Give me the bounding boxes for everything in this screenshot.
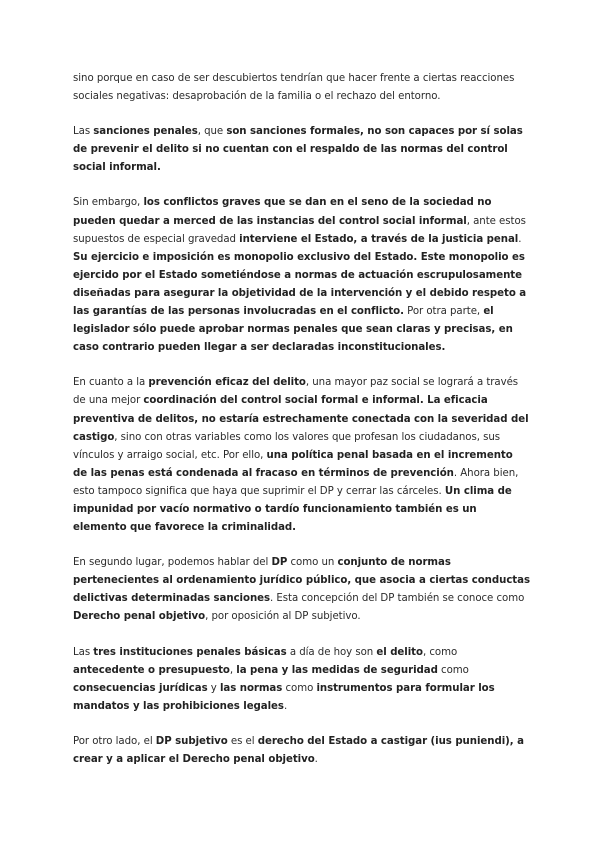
body-text: a día de hoy son <box>286 646 377 658</box>
emphasized-text: Un clima de impunidad por vacío normativo o tardío funcionamiento también es un elemento que favorece la criminalidad. <box>73 485 512 534</box>
body-text: . <box>518 233 522 245</box>
emphasized-text: sanciones penales <box>93 126 198 138</box>
emphasized-text: instrumentos para formular los mandatos y las prohibiciones legales <box>73 682 495 712</box>
emphasized-text: DP subjetivo <box>155 735 228 747</box>
paragraph-sanciones-penales <box>73 123 530 177</box>
body-text: es el <box>227 735 258 747</box>
emphasized-text: interviene el Estado, a través de la justicia penal <box>239 233 519 245</box>
body-text: , <box>229 664 237 676</box>
body-text: , por oposición al DP subjetivo. <box>205 611 361 623</box>
emphasized-text: consecuencias jurídicas <box>73 682 208 694</box>
paragraph-instituciones-penales <box>73 644 530 716</box>
body-text: , que <box>197 126 227 138</box>
body-text: . <box>314 754 318 765</box>
body-text: Las <box>73 126 94 138</box>
paragraph-dp-subjetivo <box>73 733 530 769</box>
body-text: Sin embargo, <box>73 197 144 209</box>
emphasized-text: el delito <box>376 646 423 658</box>
paragraph-reacciones-sociales <box>73 70 530 106</box>
paragraph-prevencion-eficaz <box>73 374 530 537</box>
emphasized-text: conjunto de normas pertenecientes al ordenamiento jurídico público, que asocia a ciertas conductas delictivas determinadas sanciones <box>73 557 530 605</box>
emphasized-text: los conflictos graves que se dan en el seno de la sociedad no pueden quedar a merced de las instancias del control social informal <box>73 197 492 227</box>
body-text: En segundo lugar, podemos hablar del <box>73 557 272 569</box>
body-text: como un <box>287 557 338 569</box>
emphasized-text: las normas <box>219 682 283 694</box>
emphasized-text: coordinación del control social formal e informal. La eficacia preventiva de delitos, no estaría estrechamente conectada con la severidad del castigo <box>73 395 529 443</box>
body-text: Las <box>73 646 94 658</box>
body-text: . <box>283 700 288 712</box>
body-text: , como <box>422 646 458 658</box>
body-text: como <box>282 682 317 694</box>
body-text: , sino con otras variables como los valores que profesan los ciudadanos, sus vínculos y arraigo social, etc. Por ello, <box>73 431 501 461</box>
emphasized-text: la pena y las medidas de seguridad <box>236 664 438 676</box>
body-text: . Ahora bien, esto tampoco significa que haya que suprimir el DP y cerrar las cárceles. <box>73 467 519 497</box>
body-text: . Esta concepción del DP también se conoce como <box>270 593 525 605</box>
body-text: , una mayor paz social se logrará a través de una mejor <box>73 377 519 407</box>
emphasized-text: Derecho penal objetivo <box>73 611 206 623</box>
emphasized-text: derecho del Estado a castigar (ius puniendi), a crear y a aplicar el Derecho penal objetivo <box>73 735 524 765</box>
body-text: y <box>207 682 220 694</box>
emphasized-text: Su ejercicio e imposición es monopolio exclusivo del Estado. Este monopolio es ejercido por el Estado sometiéndose a normas de actuación escrupulosamente diseñadas para asegurar la objetividad de la intervención y el debido respeto a las garantías de las personas involucradas en el conflicto. <box>73 251 527 318</box>
paragraph-conflictos-graves <box>73 194 530 357</box>
body-text: como <box>437 664 469 676</box>
emphasized-text: DP <box>271 557 288 569</box>
emphasized-text: prevención eficaz del delito <box>148 377 306 389</box>
body-text: En cuanto a la <box>73 377 149 389</box>
emphasized-text: tres instituciones penales básicas <box>93 646 287 658</box>
emphasized-text: antecedente o presupuesto <box>73 664 230 676</box>
body-text: , ante estos supuestos de especial gravedad <box>73 215 526 245</box>
paragraph-dp-objetivo <box>73 554 530 626</box>
body-text: Por otro lado, el <box>73 735 156 747</box>
emphasized-text: el legislador sólo puede aprobar normas penales que sean claras y precisas, en caso contrario pueden llegar a ser declaradas inconstitucionales. <box>73 306 513 354</box>
emphasized-text: son sanciones formales, no son capaces por sí solas de prevenir el delito si no cuentan con el respaldo de las normas del control social informal. <box>73 126 523 174</box>
emphasized-text: una política penal basada en el incremento de las penas está condenada al fracaso en términos de prevención <box>73 449 513 479</box>
body-text: sino porque en caso de ser descubiertos tendrían que hacer frente a ciertas reacciones sociales negativas: desaprobación de la familia o el rechazo del entorno. <box>73 73 515 103</box>
body-text: Por otra parte, <box>403 306 484 318</box>
